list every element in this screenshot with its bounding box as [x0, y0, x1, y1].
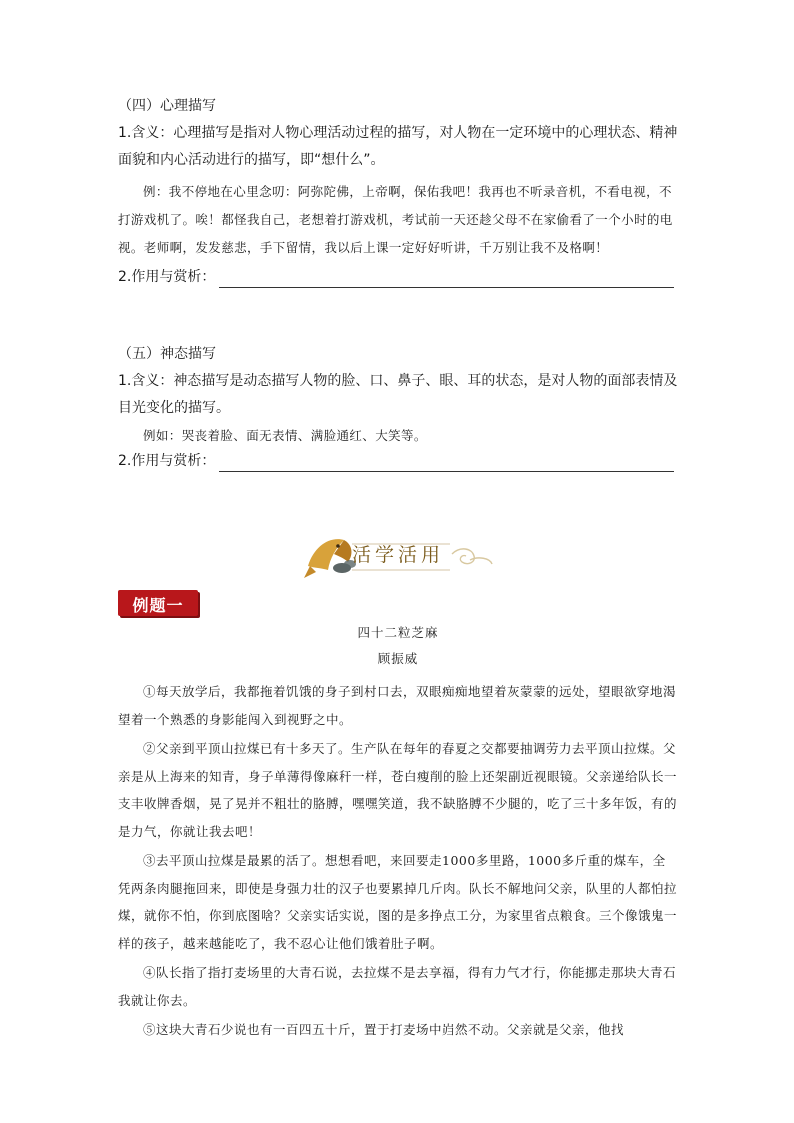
section-psychological [118, 96, 678, 288]
article-paragraph: ⑤这块大青石少说也有一百四五十斤，置于打麦场中岿然不动。父亲就是父亲，他找 [143, 1022, 625, 1037]
section-example: 例：我不停地在心里念叨：阿弥陀佛，上帝啊，保佑我吧！我再也不听录音机，不看电视，不打游戏机了。唉！都怪我自己，老想着打游戏机，考试前一天还趁父母不在家偷看了一个小时的电视。老师啊，发发慈悲，手下留情，我以后上课一定好好听讲，千万别让我不及格啊！ [118, 184, 673, 255]
article-paragraph: ④队长指了指打麦场里的大青石说，去拉煤不是去享福，得有力气才行，你能挪走那块大青石我就让你去。 [118, 965, 677, 1008]
article-paragraph: ③去平顶山拉煤是最累的活了。想想看吧，来回要走1000多里路，1000多斤重的煤车，全凭两条肉腿拖回来，即使是身强力壮的汉子也要累掉几斤肉。队长不解地问父亲，队里的人都怕拉煤，就你不怕，你到底图啥？父亲实话实说，图的是多挣点工分，为家里省点粮食。三个像饿鬼一样的孩子，越来越能吃了，我不忍心让他们饿着肚子啊。 [118, 853, 678, 951]
answer-blank-line[interactable] [219, 456, 674, 472]
answer-blank-line[interactable] [219, 272, 674, 288]
answer-row [118, 450, 678, 472]
section-heading: （五）神态描写 [118, 346, 216, 362]
article-title: 四十二粒芝麻 [357, 625, 439, 640]
banner-label: 活学活用 [352, 544, 445, 566]
section-heading: （四）心理描写 [118, 98, 216, 114]
example-tag-label: 例题一 [132, 596, 184, 615]
answer-label: 2.作用与赏析： [118, 269, 216, 285]
answer-row [118, 266, 678, 288]
section-definition: 1.含义：神态描写是动态描写人物的脸、口、鼻子、眼、耳的状态，是对人物的面部表情及目光变化的描写。 [118, 373, 678, 416]
section-expression [118, 344, 678, 472]
section-definition: 1.含义：心理描写是指对人物心理活动过程的描写，对人物在一定环境中的心理状态、精神面貌和内心活动进行的描写，即“想什么”。 [118, 125, 678, 168]
article-paragraph: ①每天放学后，我都拖着饥饿的身子到村口去，双眼痴痴地望着灰蒙蒙的远处，望眼欲穿地渴望着一个熟悉的身影能闯入到视野之中。 [118, 684, 677, 727]
article [118, 622, 678, 1046]
article-paragraph: ②父亲到平顶山拉煤已有十多天了。生产队在每年的春夏之交都要抽调劳力去平顶山拉煤。父亲是从上海来的知青，身子单薄得像麻秆一样，苍白瘦削的脸上还架副近视眼镜。父亲递给队长一支丰收牌香烟，晃了晃并不粗壮的胳膊，嘿嘿笑道，我不缺胳膊不少腿的，吃了三十多年饭，有的是力气，你就让我去吧！ [118, 741, 678, 839]
section-example: 例如：哭丧着脸、面无表情、满脸通红、大笑等。 [143, 428, 427, 443]
practice-banner [300, 524, 500, 584]
example-tag [118, 590, 198, 616]
answer-label: 2.作用与赏析： [118, 453, 216, 469]
article-author: 顾振威 [377, 651, 419, 666]
